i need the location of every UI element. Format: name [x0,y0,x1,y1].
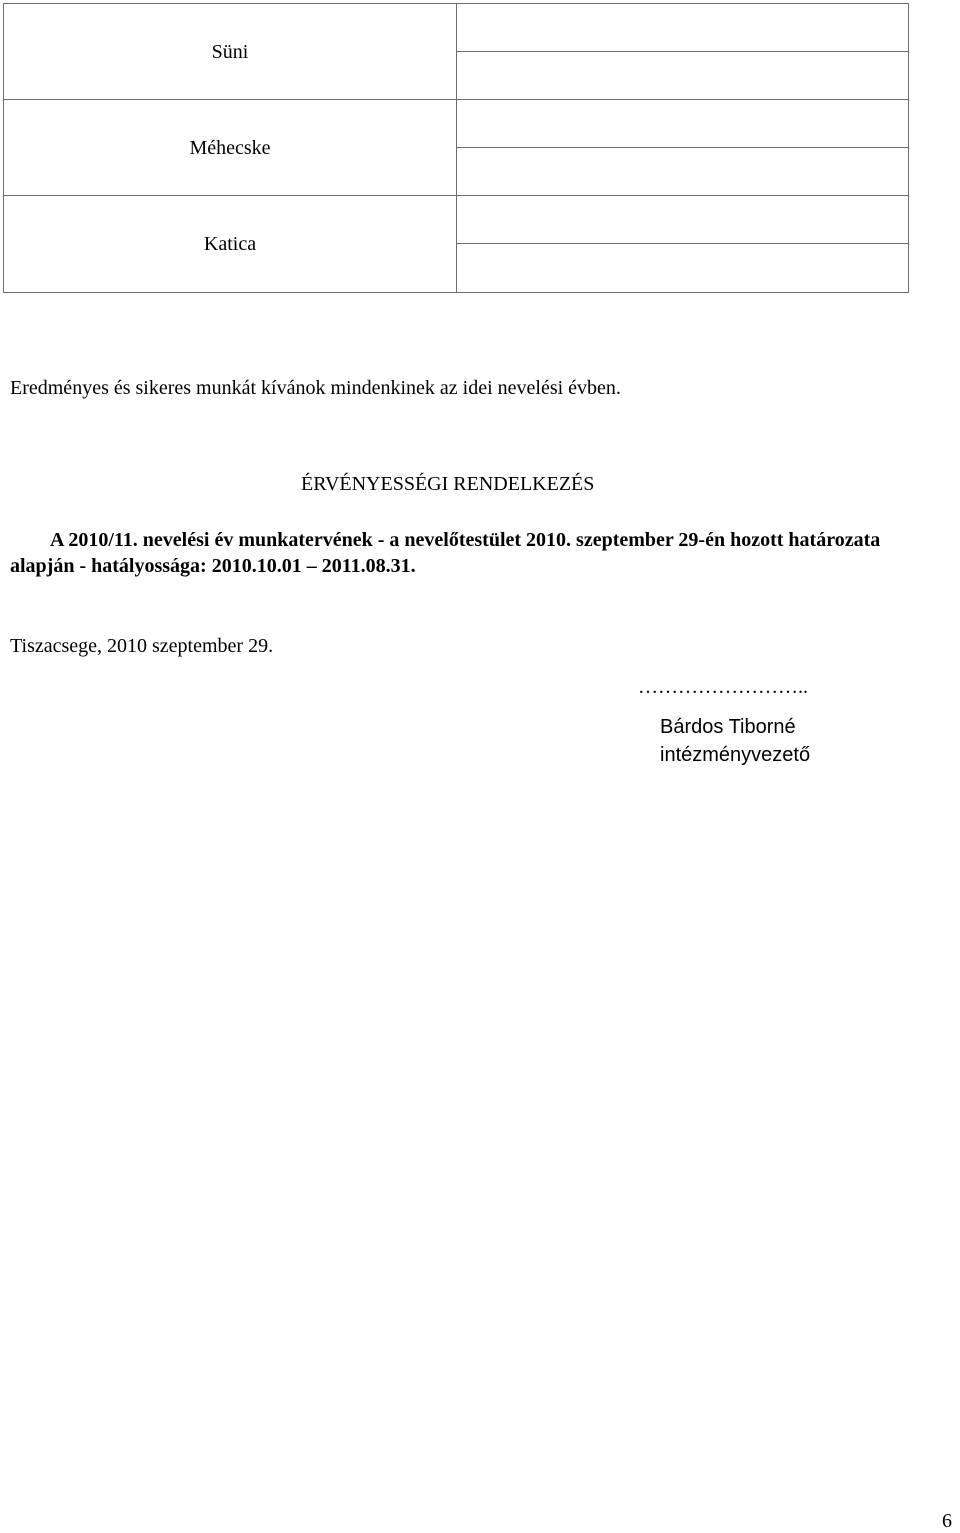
table-row-divider [4,99,908,100]
group-name-cell: Süni [211,40,249,63]
signer-name: Bárdos Tiborné [660,716,796,738]
closing-wish: Eredményes és sikeres munkát kívánok mindenkinek az idei nevelési évben. [10,377,621,399]
page-number: 6 [942,1510,952,1532]
table-row-divider [4,195,908,196]
validity-statement: A 2010/11. nevelési év munkatervének - a nevelőtestület 2010. szeptember 29-én hozott határozata alapján - hatályossága: 2010.10.01 – 2011.08.31. [10,529,881,577]
blank-entry-line [456,147,908,148]
table-column-divider [456,4,457,292]
signature-line: …………………….. [638,676,808,698]
group-name-cell: Katica [203,232,257,255]
group-name-cell: Méhecske [189,136,271,159]
signer-title: intézményvezető [660,744,811,766]
blank-entry-line [456,51,908,52]
place-and-date: Tiszacsege, 2010 szeptember 29. [10,635,274,657]
section-title: ÉRVÉNYESSÉGI RENDELKEZÉS [301,473,595,495]
groups-table [3,3,909,293]
blank-entry-line [456,243,908,244]
